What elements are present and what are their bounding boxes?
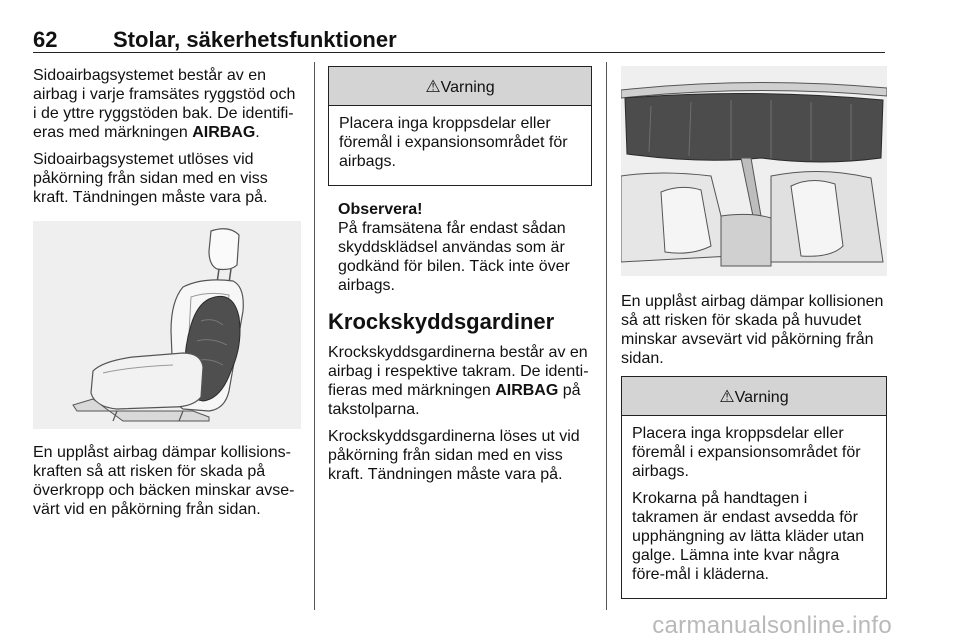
curtain-airbag-icon: [621, 66, 887, 276]
note: [328, 200, 592, 295]
note-text: På framsätena får endast sådan skyddsklädsel användas som är godkänd för bilen. Täck inte över airbags.: [338, 220, 570, 294]
warning-header: [329, 67, 591, 106]
warning-body: [622, 416, 886, 598]
paragraph: Krockskyddsgardinerna består av en airbag i respektive takram. De identi-fieras med märkningen AIRBAG på takstolparna.: [328, 344, 589, 418]
page-number: 62: [33, 27, 58, 52]
curtain-airbag-illustration: [621, 66, 887, 276]
column-2: [328, 66, 592, 492]
note-title: Observera!: [338, 201, 423, 218]
warning-icon: ⚠: [425, 77, 441, 96]
paragraph: Sidoairbagsystemet består av en airbag i varje framsätes ryggstöd och i de yttre ryggstöden bak. De identifi-eras med märkningen AIRBAG.: [33, 67, 296, 141]
page-header: [33, 12, 885, 53]
figure-caption: En upplåst airbag dämpar kollisionen så att risken för skada på huvudet minskar avsevärt vid påkörning från sidan.: [621, 293, 884, 367]
paragraph: Krockskyddsgardinerna löses ut vid påkörning från sidan med en viss kraft. Tändningen måste vara på.: [328, 428, 580, 483]
warning-box: [328, 66, 592, 186]
warning-icon: ⚠: [719, 387, 735, 406]
warning-title: Varning: [440, 79, 495, 96]
column-divider: [314, 62, 315, 610]
warning-text: Krokarna på handtagen i takramen är endast avsedda för upphängning av lätta kläder utan galge. Lämna inte kvar några före-mål i kläderna.: [632, 490, 865, 583]
seat-airbag-illustration: [33, 221, 301, 429]
section-heading: Krockskyddsgardiner: [328, 309, 555, 334]
warning-header: [622, 377, 886, 416]
figure-caption: En upplåst airbag dämpar kollisions-kraften så att risken för skada på överkropp och bäcken minskar avse-värt vid en påkörning från sidan.: [33, 444, 295, 518]
warning-box: [621, 376, 887, 599]
watermark: carmanualsonline.info: [652, 612, 892, 639]
warning-title: Varning: [734, 389, 789, 406]
warning-body: [329, 106, 591, 185]
column-1: [33, 66, 301, 527]
column-3: [621, 66, 887, 599]
seat-airbag-icon: [33, 221, 301, 429]
paragraph: Sidoairbagsystemet utlöses vid påkörning från sidan med en viss kraft. Tändningen måste vara på.: [33, 151, 268, 206]
column-divider: [606, 62, 607, 610]
warning-text: Placera inga kroppsdelar eller föremål i expansionsområdet för airbags.: [339, 115, 568, 170]
warning-text: Placera inga kroppsdelar eller föremål i expansionsområdet för airbags.: [632, 425, 861, 480]
page-title: Stolar, säkerhetsfunktioner: [113, 27, 397, 52]
